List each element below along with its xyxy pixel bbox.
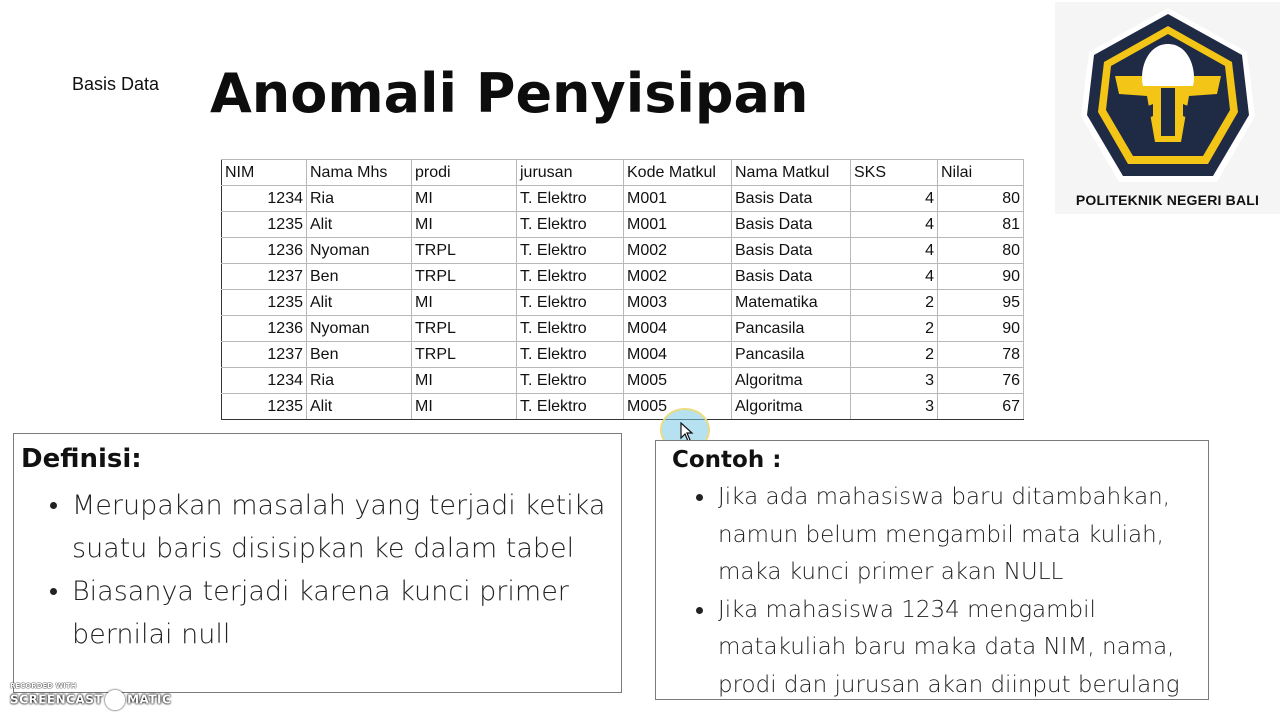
definition-list <box>72 484 612 656</box>
table-cell: T. Elektro <box>517 212 624 238</box>
table-cell: 3 <box>851 394 938 420</box>
table-cell: 4 <box>851 238 938 264</box>
table-cell: 1234 <box>222 186 307 212</box>
table-cell: Pancasila <box>732 316 851 342</box>
table-cell: 1235 <box>222 290 307 316</box>
slide-title: Anomali Penyisipan <box>210 62 809 125</box>
screencast-watermark <box>10 682 171 710</box>
table-cell: 80 <box>938 238 1024 264</box>
table-row <box>222 290 1024 316</box>
definition-box <box>13 433 622 693</box>
table-cell: 1234 <box>222 368 307 394</box>
table-cell: M001 <box>624 186 732 212</box>
table-cell: Alit <box>307 290 412 316</box>
table-row <box>222 368 1024 394</box>
table-cell: 78 <box>938 342 1024 368</box>
table-cell: T. Elektro <box>517 342 624 368</box>
watermark-caption: RECORDED WITH <box>10 682 77 690</box>
table-cell: 1237 <box>222 342 307 368</box>
table-cell: T. Elektro <box>517 264 624 290</box>
table-cell: Ria <box>307 186 412 212</box>
table-cell: M004 <box>624 342 732 368</box>
table-cell: TRPL <box>412 238 517 264</box>
table-cell: MI <box>412 394 517 420</box>
table-cell: 90 <box>938 316 1024 342</box>
table-row <box>222 394 1024 420</box>
table-cell: 4 <box>851 186 938 212</box>
watermark-right: MATIC <box>127 692 172 707</box>
column-header: Nama Mhs <box>307 160 412 186</box>
table-header-row <box>222 160 1024 186</box>
table-cell: M004 <box>624 316 732 342</box>
definition-heading: Definisi: <box>21 444 142 474</box>
institution-name: POLITEKNIK NEGERI BALI <box>1075 192 1260 208</box>
screencast-logo-icon <box>105 690 125 710</box>
table-cell: T. Elektro <box>517 368 624 394</box>
table-cell: 1237 <box>222 264 307 290</box>
table-cell: Matematika <box>732 290 851 316</box>
table-cell: Alit <box>307 212 412 238</box>
institution-logo <box>1055 2 1280 214</box>
table-cell: 67 <box>938 394 1024 420</box>
table-cell: 76 <box>938 368 1024 394</box>
table-cell: Algoritma <box>732 368 851 394</box>
table-cell: Basis Data <box>732 264 851 290</box>
definition-item: Biasanya terjadi karena kunci primer bernilai null <box>72 570 612 656</box>
table-cell: 90 <box>938 264 1024 290</box>
example-list <box>718 479 1208 704</box>
column-header: prodi <box>412 160 517 186</box>
table-cell: T. Elektro <box>517 290 624 316</box>
column-header: SKS <box>851 160 938 186</box>
table-cell: Nyoman <box>307 316 412 342</box>
table-cell: T. Elektro <box>517 238 624 264</box>
column-header: Kode Matkul <box>624 160 732 186</box>
table-cell: M001 <box>624 212 732 238</box>
watermark-left: SCREENCAST <box>10 692 104 707</box>
table-cell: T. Elektro <box>517 316 624 342</box>
course-label: Basis Data <box>72 74 160 94</box>
table-cell: Basis Data <box>732 212 851 238</box>
table-row <box>222 264 1024 290</box>
table-cell: Ben <box>307 342 412 368</box>
table-cell: T. Elektro <box>517 186 624 212</box>
table-cell: 1236 <box>222 316 307 342</box>
table-cell: 1235 <box>222 394 307 420</box>
column-header: Nama Matkul <box>732 160 851 186</box>
table-cell: 2 <box>851 290 938 316</box>
example-item: Jika mahasiswa 1234 mengambil matakuliah baru maka data NIM, nama, prodi dan jurusan akan diinput berulang <box>718 592 1208 705</box>
table-cell: MI <box>412 290 517 316</box>
table-cell: Pancasila <box>732 342 851 368</box>
table-cell: TRPL <box>412 264 517 290</box>
table-cell: M002 <box>624 264 732 290</box>
column-header: NIM <box>222 160 307 186</box>
table-cell: M002 <box>624 238 732 264</box>
table-cell: MI <box>412 212 517 238</box>
table-cell: T. Elektro <box>517 394 624 420</box>
example-box <box>655 440 1209 700</box>
table-row <box>222 212 1024 238</box>
table-cell: Basis Data <box>732 238 851 264</box>
table-cell: MI <box>412 186 517 212</box>
table-cell: M005 <box>624 394 732 420</box>
table-row <box>222 238 1024 264</box>
table-cell: Ria <box>307 368 412 394</box>
mouse-pointer-icon <box>680 422 694 442</box>
column-header: Nilai <box>938 160 1024 186</box>
table-cell: 2 <box>851 342 938 368</box>
table-cell: MI <box>412 368 517 394</box>
column-header: jurusan <box>517 160 624 186</box>
table-cell: 95 <box>938 290 1024 316</box>
table-cell: Nyoman <box>307 238 412 264</box>
table-cell: 2 <box>851 316 938 342</box>
table-cell: Algoritma <box>732 394 851 420</box>
table-body <box>222 186 1024 420</box>
table-cell: Ben <box>307 264 412 290</box>
pnb-emblem-icon <box>1077 4 1259 194</box>
table-cell: M003 <box>624 290 732 316</box>
table-row <box>222 316 1024 342</box>
table-cell: M005 <box>624 368 732 394</box>
table-cell: 4 <box>851 264 938 290</box>
student-grades-table <box>221 159 1024 420</box>
table-cell: 4 <box>851 212 938 238</box>
table-cell: 1235 <box>222 212 307 238</box>
example-item: Jika ada mahasiswa baru ditambahkan, namun belum mengambil mata kuliah, maka kunci primer akan NULL <box>718 479 1208 592</box>
table-row <box>222 186 1024 212</box>
definition-item: Merupakan masalah yang terjadi ketika suatu baris disisipkan ke dalam tabel <box>72 484 612 570</box>
table-cell: TRPL <box>412 342 517 368</box>
table-cell: 1236 <box>222 238 307 264</box>
table-cell: 81 <box>938 212 1024 238</box>
table-cell: Alit <box>307 394 412 420</box>
table-cell: TRPL <box>412 316 517 342</box>
table-row <box>222 342 1024 368</box>
example-heading: Contoh : <box>672 447 782 473</box>
table-cell: 3 <box>851 368 938 394</box>
table-cell: 80 <box>938 186 1024 212</box>
table-cell: Basis Data <box>732 186 851 212</box>
